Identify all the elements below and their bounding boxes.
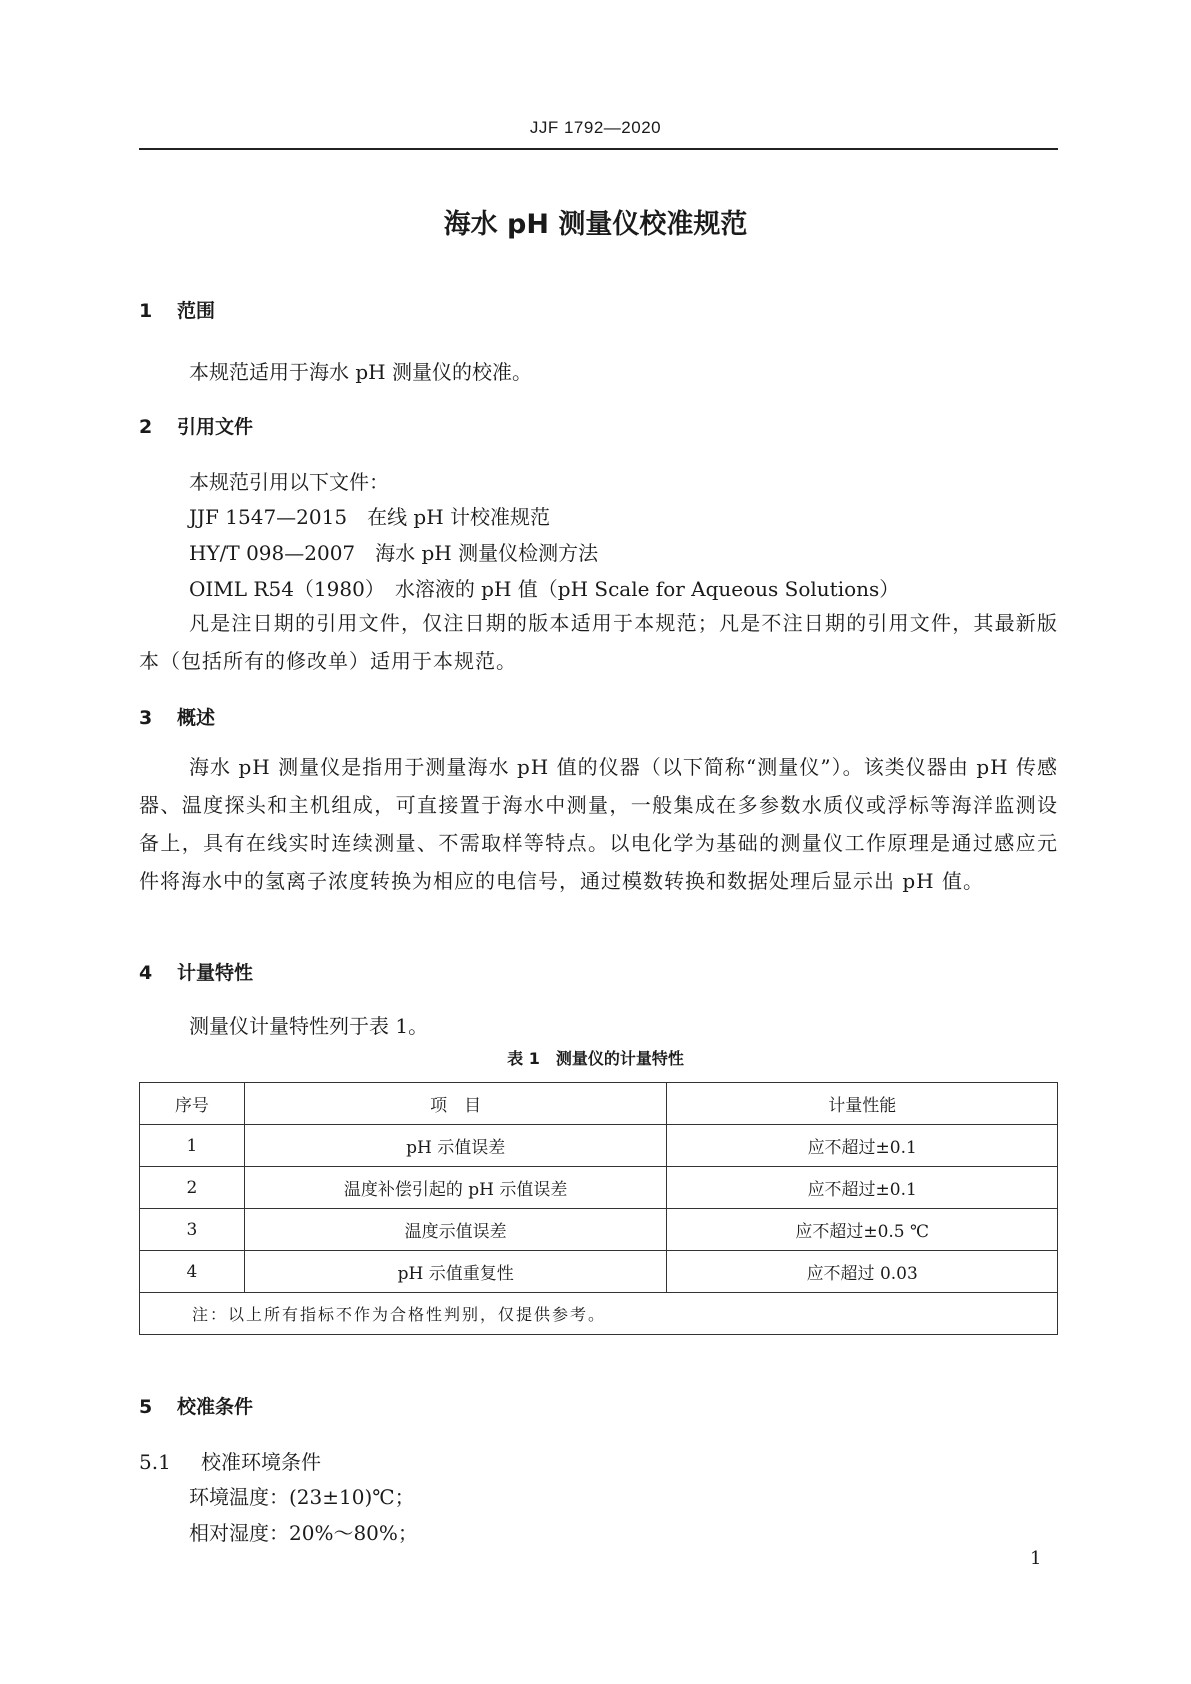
section-4-title: 计量特性	[177, 962, 254, 984]
table-cell: 应不超过±0.1	[667, 1167, 1058, 1209]
section-1-text: 本规范适用于海水 pH 测量仪的校准。	[189, 360, 532, 384]
table-cell: 3	[140, 1209, 245, 1251]
section-4-number: 4	[139, 962, 153, 984]
section-5-number: 5	[139, 1396, 153, 1418]
section-5-heading	[139, 1392, 253, 1419]
table-row	[140, 1125, 1058, 1167]
section-2-number: 2	[139, 416, 153, 438]
table-cell: 温度补偿引起的 pH 示值误差	[244, 1167, 667, 1209]
section-2-title: 引用文件	[177, 416, 254, 438]
table-note: 注：以上所有指标不作为合格性判别，仅提供参考。	[140, 1293, 1058, 1335]
metrology-table	[139, 1082, 1058, 1335]
section-3-title: 概述	[177, 707, 216, 729]
header-rule	[139, 148, 1058, 150]
page-title: 海水 pH 测量仪校准规范	[443, 209, 748, 240]
table-cell: 4	[140, 1251, 245, 1293]
column-header-index: 序号	[140, 1083, 245, 1125]
table-header-row	[140, 1083, 1058, 1125]
table-row	[140, 1209, 1058, 1251]
reference-item: OIML R54（1980） 水溶液的 pH 值（pH Scale for Aqueous Solutions）	[189, 577, 900, 601]
section-1-title: 范围	[177, 300, 216, 322]
table-cell: 1	[140, 1125, 245, 1167]
subsection-5-1-number: 5.1	[139, 1450, 171, 1474]
table-row	[140, 1167, 1058, 1209]
section-1-heading	[139, 296, 215, 323]
table-cell: 应不超过 0.03	[667, 1251, 1058, 1293]
table-cell: 温度示值误差	[244, 1209, 667, 1251]
table-cell: 应不超过±0.5 ℃	[667, 1209, 1058, 1251]
table-cell: pH 示值重复性	[244, 1251, 667, 1293]
table-caption: 表 1 测量仪的计量特性	[507, 1049, 684, 1068]
references-intro: 本规范引用以下文件：	[189, 470, 389, 494]
reference-item: HY/T 098—2007 海水 pH 测量仪检测方法	[189, 541, 599, 565]
references-note: 凡是注日期的引用文件，仅注日期的版本适用于本规范；凡是不注日期的引用文件，其最新版本（包括所有的修改单）适用于本规范。	[139, 611, 1058, 673]
section-1-number: 1	[139, 300, 153, 322]
table-note-row	[140, 1293, 1058, 1335]
table-cell: 应不超过±0.1	[667, 1125, 1058, 1167]
env-temperature-line: 环境温度：(23±10)℃；	[189, 1485, 415, 1509]
section-4-heading	[139, 958, 253, 985]
table-cell: 2	[140, 1167, 245, 1209]
section-4-text: 测量仪计量特性列于表 1。	[189, 1014, 429, 1038]
section-5-title: 校准条件	[177, 1396, 254, 1418]
table-row	[140, 1251, 1058, 1293]
subsection-5-1-heading	[139, 1446, 321, 1475]
document-code-header: JJF 1792—2020	[529, 118, 662, 137]
column-header-performance: 计量性能	[667, 1083, 1058, 1125]
column-header-item: 项 目	[244, 1083, 667, 1125]
page-number: 1	[1030, 1548, 1042, 1569]
env-humidity-line: 相对湿度：20%～80%；	[189, 1521, 418, 1545]
table-cell: pH 示值误差	[244, 1125, 667, 1167]
overview-paragraph: 海水 pH 测量仪是指用于测量海水 pH 值的仪器（以下简称“测量仪”）。该类仪器由 pH 传感器、温度探头和主机组成，可直接置于海水中测量，一般集成在多参数水质仪或浮标等海洋监测设备上，具有在线实时连续测量、不需取样等特点。以电化学为基础的测量仪工作原理是通过感应元件将海水中的氢离子浓度转换为相应的电信号，通过模数转换和数据处理后显示出 pH 值。	[139, 755, 1058, 893]
section-3-number: 3	[139, 707, 153, 729]
section-3-heading	[139, 703, 215, 730]
reference-item: JJF 1547—2015 在线 pH 计校准规范	[189, 505, 551, 529]
section-2-heading	[139, 412, 253, 439]
subsection-5-1-title: 校准环境条件	[201, 1450, 321, 1474]
